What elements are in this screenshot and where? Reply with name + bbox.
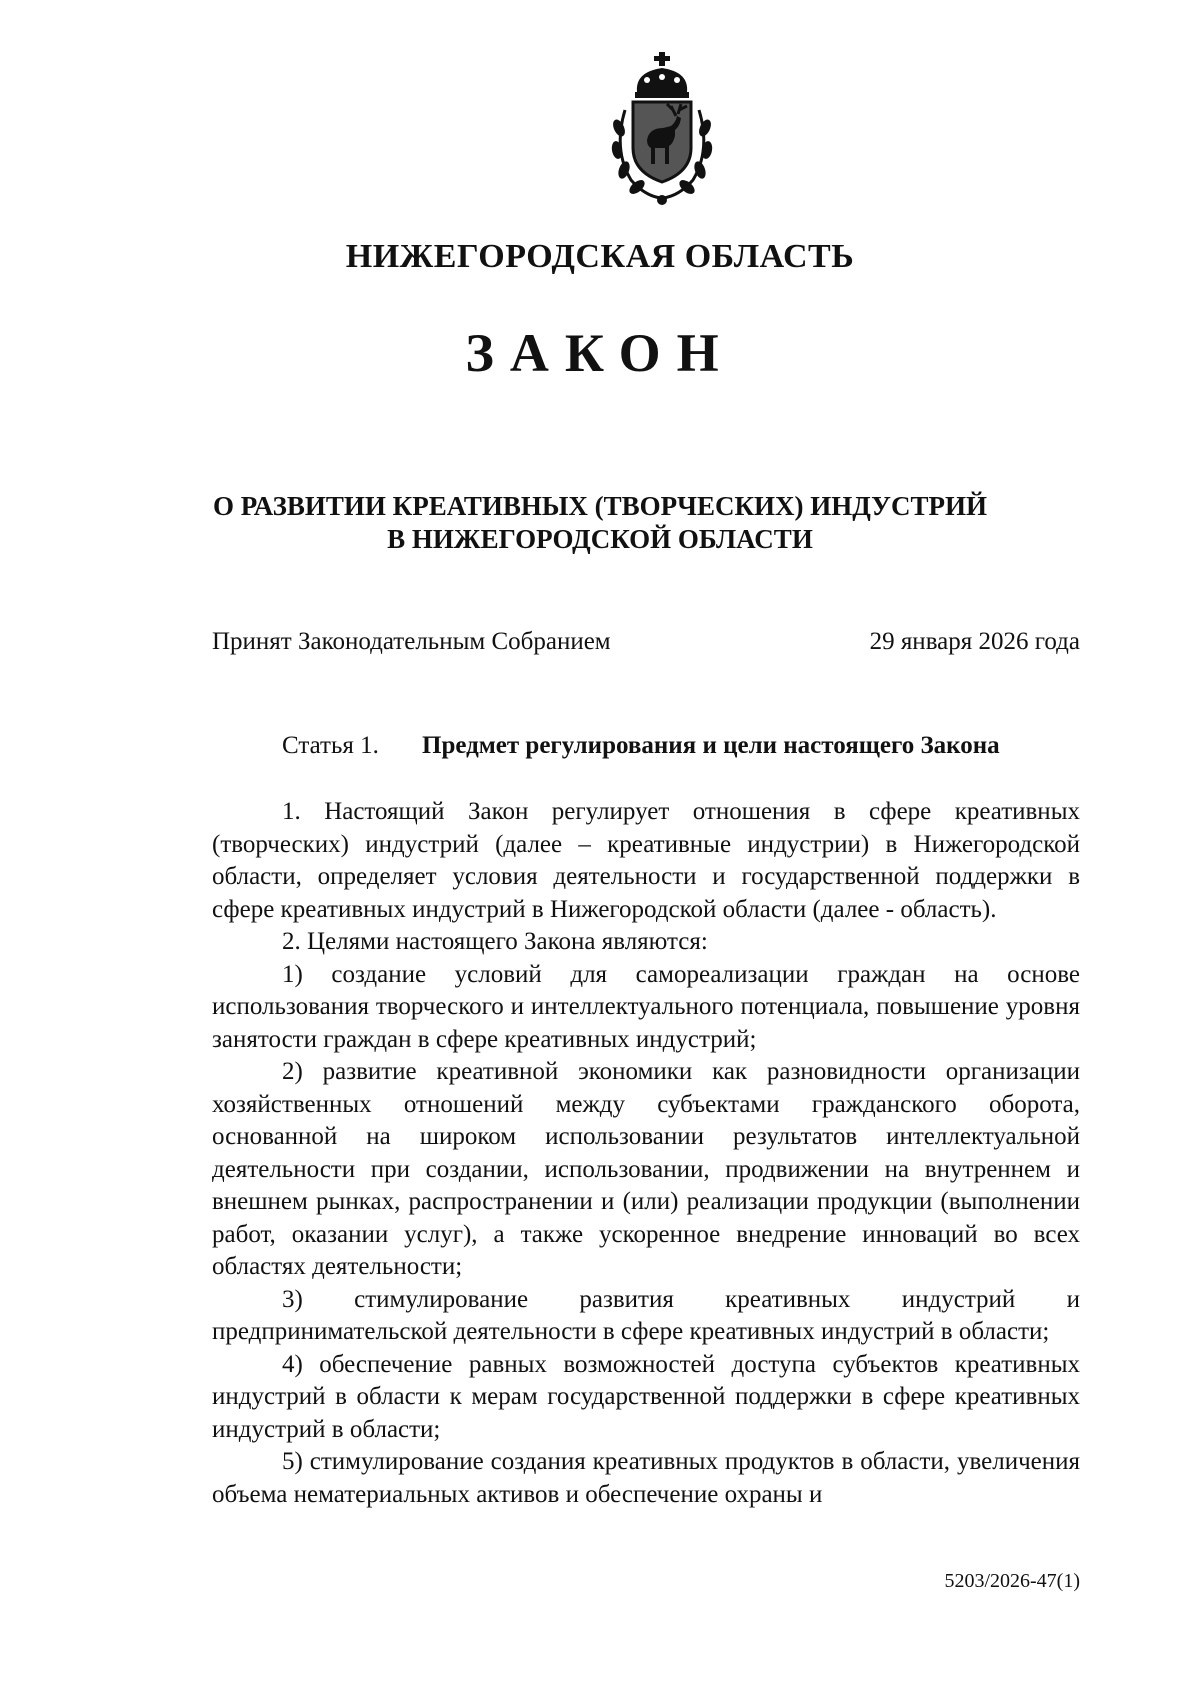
coat-of-arms-icon xyxy=(597,50,727,210)
article-paragraph: 2. Целями настоящего Закона являются: xyxy=(282,928,708,955)
article-number: Статья 1. xyxy=(282,732,379,759)
adoption-text: Принят Законодательным Собранием xyxy=(212,628,611,655)
article-paragraph: 1) создание условий для самореализации граждан на основе использования творческого и интеллектуального потенциала, повышение уровня занятости граждан в сфере креативных индустрий; xyxy=(212,960,1080,1053)
article-paragraph: 5) стимулирование создания креативных продуктов в области, увеличения объема нематериальных активов и обеспечение охраны и xyxy=(212,1448,1080,1508)
region-name: НИЖЕГОРОДСКАЯ ОБЛАСТЬ xyxy=(345,238,855,275)
document-type: ЗАКОН xyxy=(465,323,735,383)
law-title xyxy=(0,490,1200,556)
article-paragraph: 4) обеспечение равных возможностей доступа субъектов креативных индустрий в области к мерам государственной поддержки в сфере креативных индустрий в области; xyxy=(212,1350,1080,1443)
law-title-line: О РАЗВИТИИ КРЕАТИВНЫХ (ТВОРЧЕСКИХ) ИНДУСТРИЙ xyxy=(213,491,987,521)
article-name: Предмет регулирования и цели настоящего Закона xyxy=(422,732,1000,759)
law-title-line: В НИЖЕГОРОДСКОЙ ОБЛАСТИ xyxy=(387,524,813,554)
article-body xyxy=(212,796,1080,1511)
article-paragraph: 1. Настоящий Закон регулирует отношения в сфере креативных (творческих) индустрий (далее – креативные индустрии) в Нижегородской области, определяет условия деятельности и государственной поддержки в сфере креативных индустрий в Нижегородской области (далее - область). xyxy=(212,798,1080,923)
article-heading xyxy=(282,732,1000,760)
document-code: 5203/2026-47(1) xyxy=(944,1570,1080,1592)
adoption-date: 29 января 2026 года xyxy=(869,628,1080,655)
article-paragraph: 2) развитие креативной экономики как разновидности организации хозяйственных отношений между субъектами гражданского оборота, основанной на широком использовании результатов интеллектуальной деятельности при создании, использовании, продвижении на внутреннем и внешнем рынках, распространении и (или) реализации продукции (выполнении работ, оказании услуг), а также ускоренное внедрение инноваций во всех областях деятельности; xyxy=(212,1058,1080,1280)
article-paragraph: 3) стимулирование развития креативных индустрий и предпринимательской деятельности в сфере креативных индустрий в области; xyxy=(212,1285,1080,1345)
